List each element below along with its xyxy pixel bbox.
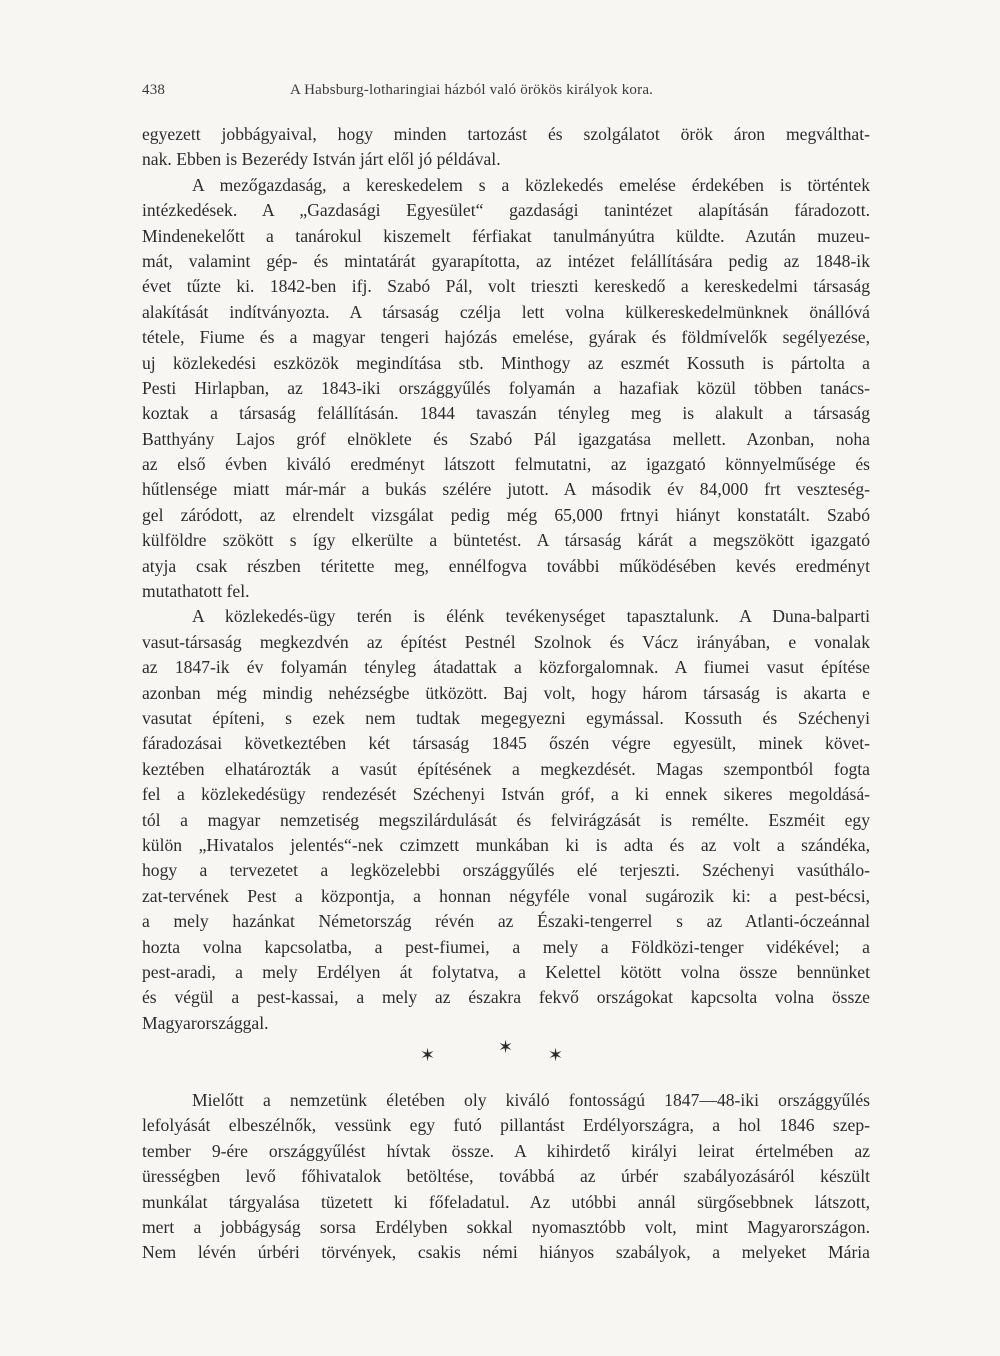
text-line: külföldre szökött s így elkerülte a büntetést. A társaság kárát a megszökött igazgató [142, 530, 870, 551]
text-line: Mielőtt a nemzetünk életében oly kiváló fontosságú 1847—48-iki országgyűlés [192, 1090, 870, 1111]
text-line: azonban még mindig nehézségbe ütközött. Baj volt, hogy három társaság is akarta e [142, 682, 870, 703]
text-line: tember 9-ére országgyűlést hívtak össze. A kihirdető királyi leirat értelmében az [142, 1140, 870, 1161]
text-line: tól a magyar nemzetiség megszilárdulását és felvirágzását is remélte. Eszméit egy [142, 809, 870, 830]
text-line: zat-tervének Pest a központja, a honnan négyféle vonal sugározik ki: a pest-bécsi, [142, 885, 870, 906]
text-line: lefolyását elbeszélnők, vessünk egy futó pillantást Erdélyországra, a hol 1846 szep- [142, 1115, 870, 1136]
text-line: egyezett jobbágyaival, hogy minden tartozást és szolgálatot örök áron megválthat- [142, 124, 870, 144]
text-line: atyja csak részben téritette meg, ennélfogva további működésében kevés eredményt [142, 555, 870, 576]
text-line: fel a közlekedésügy rendezését Széchenyi István gróf, a ki ennek sikeres megoldásá- [142, 784, 870, 805]
running-header [142, 82, 868, 104]
text-line: és végül a pest-kassai, a mely az északra fekvő országokat kapcsolta volna össze [142, 987, 870, 1008]
text-line: vasut-társaság megkezdvén az építést Pestnél Szolnok és Vácz irányában, e vonalak [142, 631, 870, 652]
text-line: hogy a tervezetet a legközelebbi országgyűlés elé terjeszti. Széchenyi vasúthálo- [142, 860, 870, 881]
text-line: gel záródott, az elrendelt vizsgálat pedig még 65,000 frtnyi hiányt konstatált. Szabó [142, 504, 870, 525]
text-line: az 1847-ik év folyamán tényleg átadattak a közforgalomnak. A fiumei vasut építése [142, 657, 870, 678]
text-line: koztak a társaság felállításán. 1844 tavaszán tényleg meg is alakult a társaság [142, 403, 870, 424]
text-line: munkálat tárgyalása tüzetett ki főfeladatul. Az utóbbi annál sürgősebbnek látszott, [142, 1191, 870, 1212]
text-line: alakítását indítványozta. A társaság czélja lett volna külkereskedelmünknek önállóvá [142, 301, 870, 322]
text-line: Mindenekelőtt a tanárokul kiszemelt férfiakat tanulmányútra küldte. Azután muzeu- [142, 225, 870, 246]
text-line: pest-aradi, a mely Erdélyen át folytatva, a Kelettel kötött volna össze bennünket [142, 961, 870, 982]
page-number: 438 [142, 82, 166, 98]
body-text [142, 122, 870, 1266]
text-line: mát, valamint gép- és mintatárát gyarapította, az intézet felállítására pedig az 1848-ik [142, 250, 870, 271]
text-line: hozta volna kapcsolatba, a pest-fiumei, a mely a Földközi-tenger vidékével; a [142, 936, 870, 957]
text-line: nak. Ebben is Bezerédy István járt elől jó példával. [142, 149, 501, 170]
text-line: ürességben levő főhivatalok betöltése, továbbá az úrbér szabályozásáról készült [142, 1166, 870, 1187]
text-line: Nem lévén úrbéri törvények, csakis némi hiányos szabályok, a melyeket Mária [142, 1242, 870, 1263]
asterism-star-icon: ✶ [498, 1037, 514, 1058]
asterism-star-icon: ✶ [548, 1045, 564, 1066]
asterism-star-icon: ✶ [420, 1045, 436, 1066]
section-separator [142, 1036, 870, 1076]
text-line: A közlekedés-ügy terén is élénk tevékenységet tapasztalunk. A Duna-balparti [192, 606, 870, 627]
text-line: évet tűzte ki. 1842-ben ifj. Szabó Pál, volt trieszti kereskedő a kereskedelmi társaság [142, 276, 870, 297]
text-line: intézkedések. A „Gazdasági Egyesület“ gazdasági tanintézet alapításán fáradozott. [142, 200, 870, 221]
text-line: Pesti Hirlapban, az 1843-iki országgyűlés folyamán a hazafiak közül többen tanács- [142, 377, 870, 398]
text-line: tétele, Fiume és a magyar tengeri hajózás emelése, gyárak és földmívelők segélyezése, [142, 327, 870, 348]
text-line: keztében elhatározták a vasút építésének a megkezdését. Magas szempontból fogta [142, 758, 870, 779]
text-line: Batthyány Lajos gróf elnöklete és Szabó Pál igazgatása mellett. Azonban, noha [142, 428, 870, 449]
text-line: uj közlekedési eszközök megindítása stb. Minthogy az eszmét Kossuth is pártolta a [142, 352, 870, 373]
text-line: vasutat építeni, s ezek nem tudtak megegyezni egymással. Kossuth és Széchenyi [142, 707, 870, 728]
text-line: Magyarországgal. [142, 1012, 269, 1033]
text-line: a mely hazánkat Németország révén az Északi-tengerrel s az Atlanti-óczeánnal [142, 911, 870, 932]
text-line: fáradozásai következtében két társaság 1845 őszén végre egyesült, minek követ- [142, 733, 870, 754]
text-line: az első évben kiváló eredményt látszott felmutatni, az igazgató könnyelműsége és [142, 454, 870, 475]
running-title: A Habsburg-lotharingiai házból való örökös királyok kora. [290, 82, 654, 98]
text-line: mutathatott fel. [142, 581, 250, 602]
text-line: A mezőgazdaság, a kereskedelem s a közlekedés emelése érdekében is történtek [192, 174, 870, 195]
text-line: hűtlensége miatt már-már a bukás szélére jutott. A második év 84,000 frt veszteség- [142, 479, 870, 500]
text-line: mert a jobbágyság sorsa Erdélyben sokkal nyomasztóbb volt, mint Magyarországon. [142, 1217, 870, 1238]
text-line: külön „Hivatalos jelentés“-nek czimzett munkában ki is adta és az volt a szándéka, [142, 834, 870, 855]
